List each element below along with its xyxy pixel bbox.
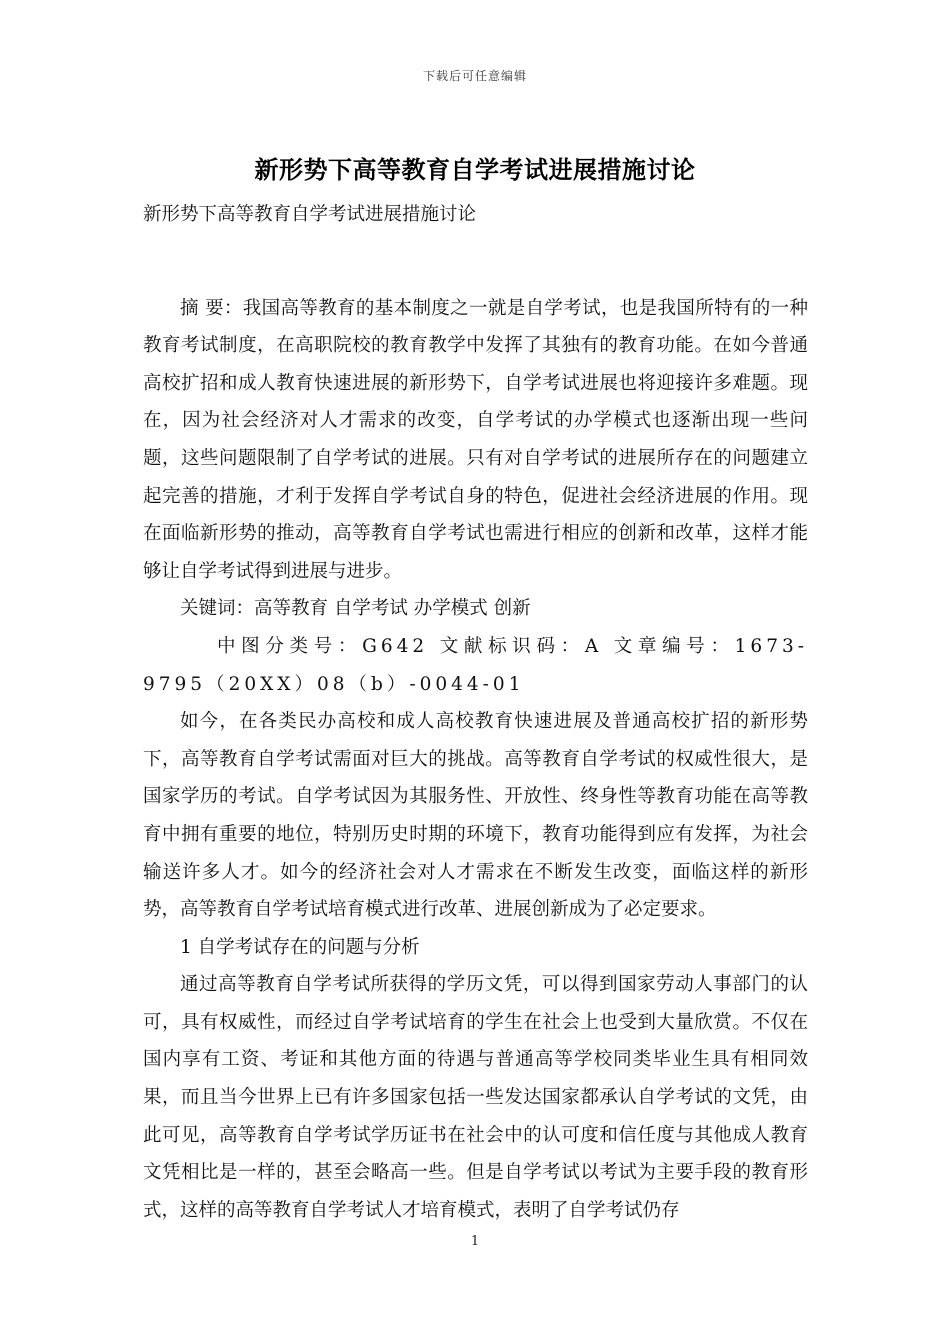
abstract-paragraph: 摘 要：我国高等教育的基本制度之一就是自学考试，也是我国所特有的一种教育考试制度，在高职院校的教育教学中发挥了其独有的教育功能。在如今普通高校扩招和成人教育快速进展的新形势下，自学考试进展也将迎接许多难题。现在，因为社会经济对人才需求的改变，自学考试的办学模式也逐渐出现一些问题，这些问题限制了自学考试的进展。只有对自学考试的进展所存在的问题建立起完善的措施，才利于发挥自学考试自身的特色，促进社会经济进展的作用。现在面临新形势的推动，高等教育自学考试也需进行相应的创新和改革，这样才能够让自学考试得到进展与进步。 [143,297,808,582]
page-number: 1 [470,1234,480,1249]
intro-paragraph: 如今，在各类民办高校和成人高校教育快速进展及普通高校扩招的新形势下，高等教育自学考试需面对巨大的挑战。高等教育自学考试的权威性很大，是国家学历的考试。自学考试因为其服务性、开放性、终身性等教育功能在高等教育中拥有重要的地位，特别历史时期的环境下，教育功能得到应有发挥，为社会输送许多人才。如今的经济社会对人才需求在不断发生改变，面临这样的新形势，高等教育自学考试培育模式进行改革、进展创新成为了必定要求。 [143,711,808,921]
section-1-heading: 1 自学考试存在的问题与分析 [180,936,420,958]
classification-line: 中图分类号：G642 文献标识码：A 文章编号：1673-9795（20XX）08（b）-0044-01 [143,635,808,695]
keywords-line: 关键词：高等教育 自学考试 办学模式 创新 [180,598,531,620]
document-title: 新形势下高等教育自学考试进展措施讨论 [254,155,696,184]
header-note: 下载后可任意编辑 [422,69,527,83]
document-subtitle: 新形势下高等教育自学考试进展措施讨论 [143,204,477,225]
document-body [143,196,808,1229]
section-1-paragraph: 通过高等教育自学考试所获得的学历文凭，可以得到国家劳动人事部门的认可，具有权威性，而经过自学考试培育的学生在社会上也受到大量欣赏。不仅在国内享有工资、考证和其他方面的待遇与普通高等学校同类毕业生具有相同效果，而且当今世界上已有许多国家包括一些发达国家都承认自学考试的文凭，由此可见，高等教育自学考试学历证书在社会中的认可度和信任度与其他成人教育文凭相比是一样的，甚至会略高一些。但是自学考试以考试为主要手段的教育形式，这样的高等教育自学考试人才培育模式，表明了自学考试仍存 [143,974,808,1221]
